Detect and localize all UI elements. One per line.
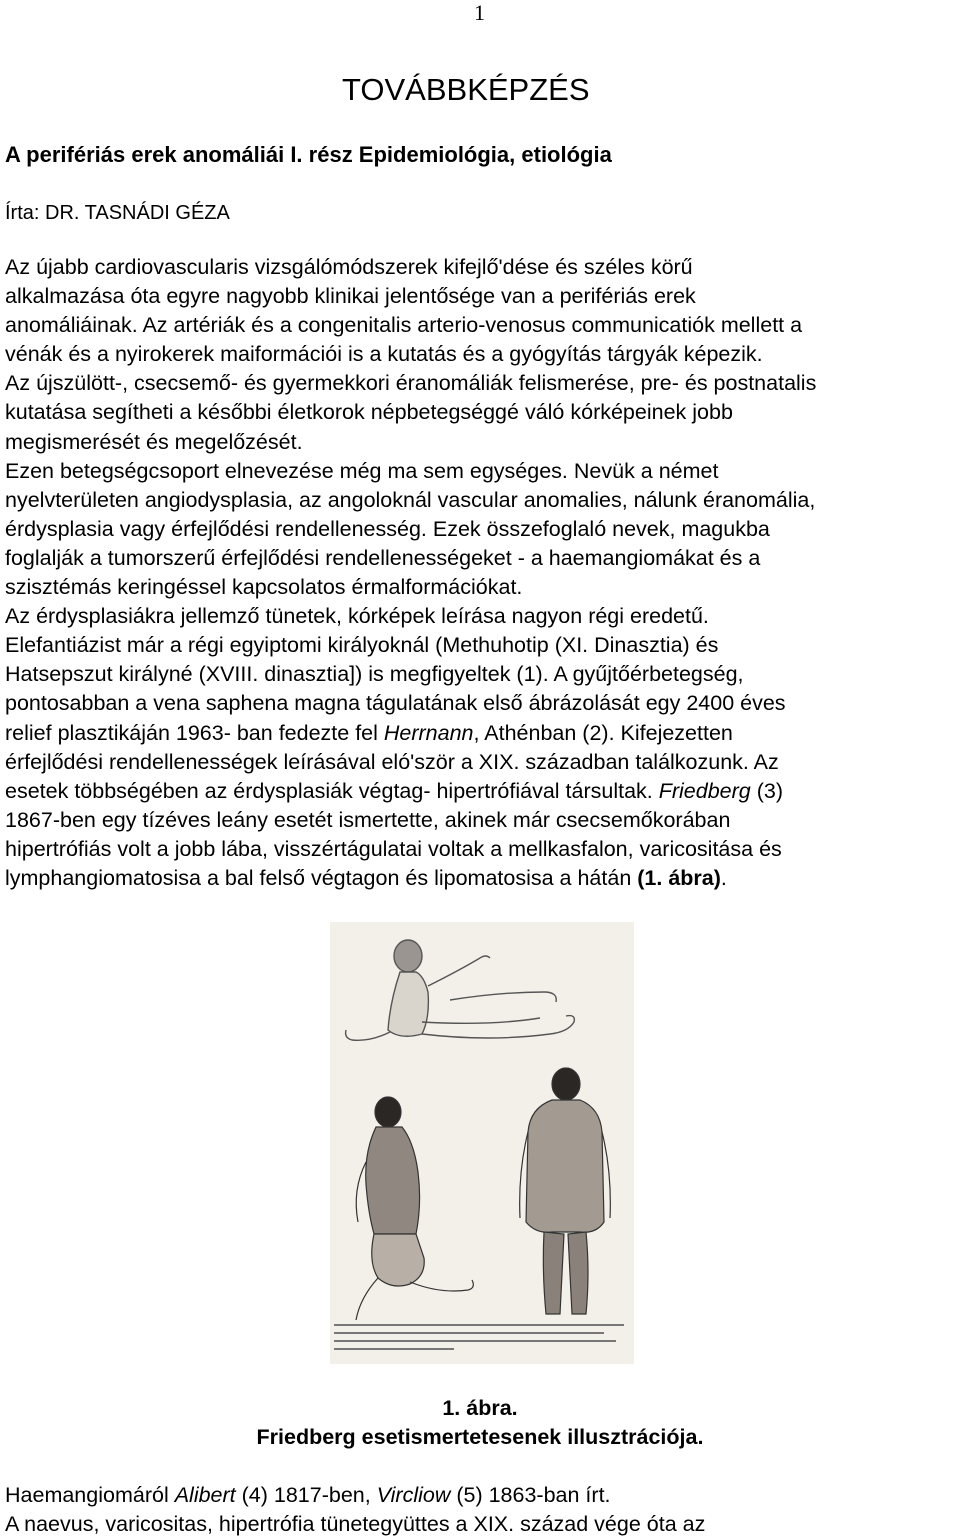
article-subtitle: A perifériás erek anomáliái I. rész Epidemiológia, etiológia: [5, 142, 612, 167]
figure-reference: (1. ábra): [637, 865, 721, 890]
article-body: [5, 253, 955, 893]
text-run: relief plasztikáján 1963- ban fedezte fel: [5, 720, 384, 745]
author-name-vircliow: Vircliow: [376, 1483, 451, 1507]
page-number: 1: [474, 0, 485, 25]
text-run: esetek többségében az érdysplasiák végtag- hipertrófiával társultak.: [5, 778, 659, 803]
body-line: Elefantiázist már a régi egyiptomi királyoknál (Methuhotip (XI. Dinasztia) és: [5, 633, 719, 658]
friedberg-illustration-drawing: [330, 922, 634, 1364]
body-line: megismerését és megelőzését.: [5, 429, 303, 454]
body-line: érdysplasia vagy érfejlődési rendellenesség. Ezek összefoglaló nevek, magukba: [5, 516, 770, 541]
author-line: Írta: DR. TASNÁDI GÉZA: [5, 202, 230, 224]
body-line: 1867-ben egy tízéves leány esetét ismertette, akinek már csecsemőkorában: [5, 807, 731, 832]
body-line: A naevus, varicositas, hipertrófia tünetegyüttes a XIX. század vége óta az: [5, 1512, 706, 1536]
body-line: [5, 864, 955, 893]
body-line: pontosabban a vena saphena magna tágulatának első ábrázolását egy 2400 éves: [5, 691, 786, 716]
text-run: Haemangiomáról: [5, 1483, 175, 1507]
body-line: Az érdysplasiákra jellemző tünetek, kórképek leírása nagyon régi eredetű.: [5, 604, 709, 629]
text-run: , Athénban (2). Kifejezetten: [473, 720, 733, 745]
figure-caption: Friedberg esetismertetesenek illusztrációja.: [256, 1425, 704, 1449]
body-line: [5, 1481, 955, 1510]
body-line: vénák és a nyirokerek maiformációi is a kutatás és a gyógyítás tárgyák képezik.: [5, 342, 763, 367]
body-line: érfejlődési rendellenességek leírásával eló'ször a XIX. században találkozunk. Az: [5, 749, 779, 774]
text-run: .: [720, 865, 727, 890]
body-line: Az újabb cardiovascularis vizsgálómódszerek kifejlő'dése és széles körű: [5, 255, 693, 279]
text-run: (4) 1817-ben,: [235, 1483, 377, 1507]
body-line: [5, 777, 955, 806]
text-run: (5) 1863-ban írt.: [450, 1483, 611, 1507]
body-line: Ezen betegségcsoport elnevezése még ma sem egységes. Nevük a német: [5, 458, 719, 483]
body-line: anomáliáinak. Az artériák és a congenitalis arterio-venosus communicatiók mellett a: [5, 313, 803, 338]
document-title: TOVÁBBKÉPZÉS: [342, 72, 590, 107]
author-name-herrnann: Herrnann: [383, 720, 474, 745]
body-line: nyelvterületen angiodysplasia, az angoloknál vascular anomalies, nálunk éranomália,: [5, 487, 816, 512]
text-run: lymphangiomatosisa a bal felső végtagon és lipomatosisa a hátán: [5, 865, 638, 890]
body-line: alkalmazása óta egyre nagyobb klinikai jelentősége van a perifériás erek: [5, 284, 696, 309]
body-line: szisztémás keringéssel kapcsolatos érmalformációkat.: [5, 575, 523, 600]
body-line: foglalják a tumorszerű érfejlődési rendellenességeket - a haemangiomákat és a: [5, 545, 761, 570]
body-line: Az újszülött-, csecsemő- és gyermekkori éranomáliák felismerése, pre- és postnatalis: [5, 371, 817, 396]
figure-label: 1. ábra.: [442, 1396, 518, 1420]
figure-illustration: [330, 922, 634, 1364]
author-name-friedberg: Friedberg: [658, 778, 751, 803]
body-line: [5, 719, 955, 748]
text-run: (3): [750, 778, 783, 803]
author-name-alibert: Alibert: [174, 1483, 236, 1507]
body-line: Hatsepszut királyné (XVIII. dinasztia]) is megfigyeltek (1). A gyűjtőérbetegség,: [5, 662, 744, 687]
body-line: kutatása segítheti a későbbi életkorok népbetegséggé váló kórképeinek jobb: [5, 400, 733, 425]
body-line: hipertrófiás volt a jobb lába, visszértágulatai voltak a mellkasfalon, varicositása és: [5, 836, 782, 861]
article-body-continued: [5, 1481, 955, 1539]
